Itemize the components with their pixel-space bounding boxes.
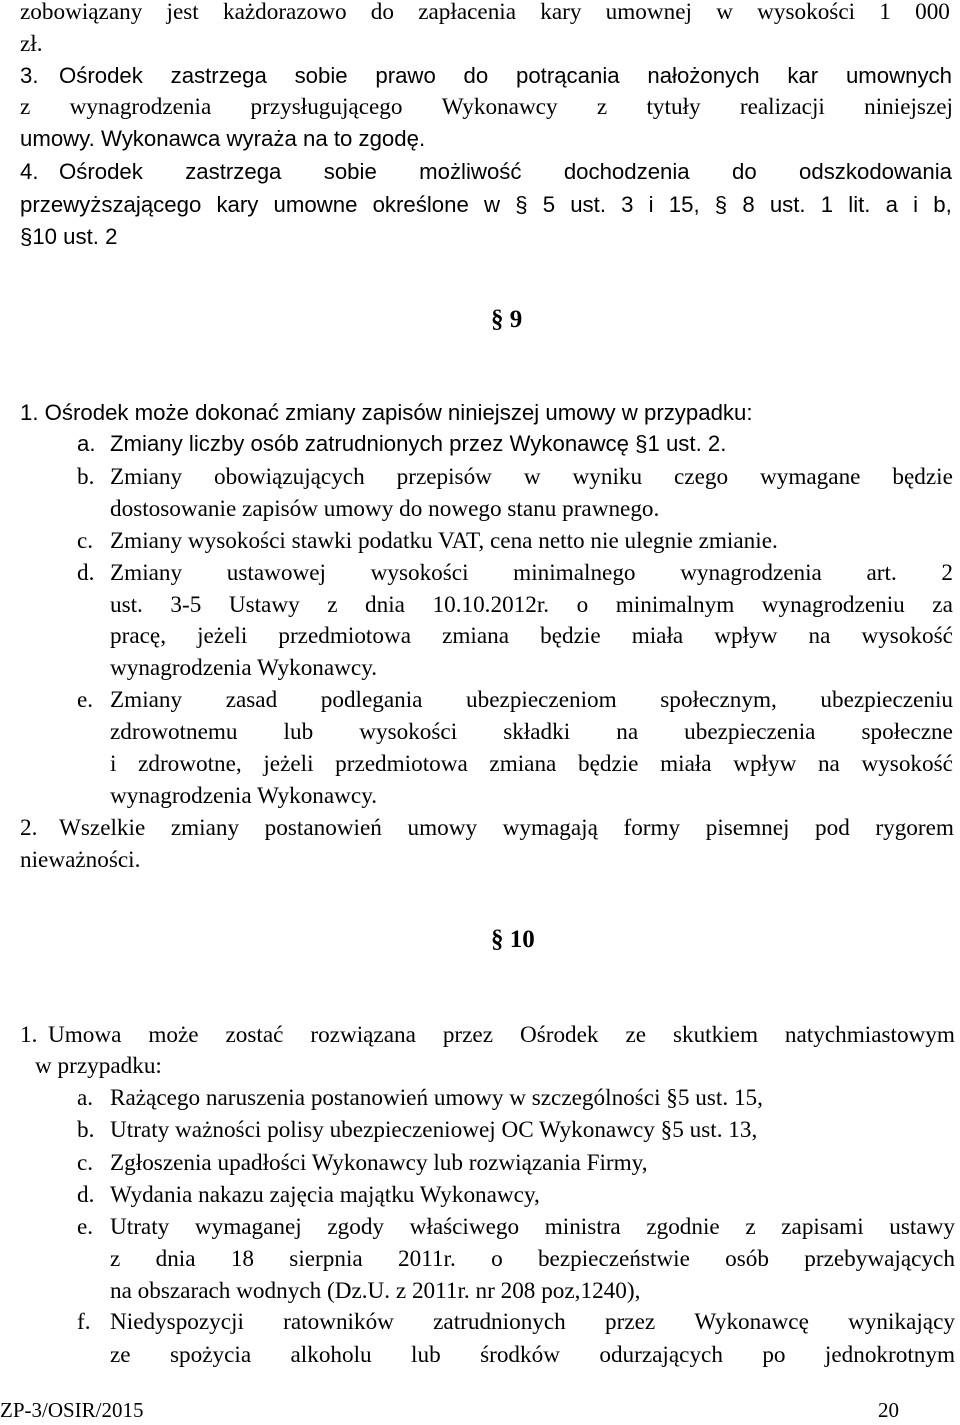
text-line: Utraty ważności polisy ubezpieczeniowej OC Wykonawcy §5 ust. 13, xyxy=(110,1117,758,1143)
word: Umowa xyxy=(48,1022,122,1048)
word: zostać xyxy=(225,1022,284,1048)
word: wysokość xyxy=(861,623,953,649)
word: alkoholu xyxy=(290,1342,372,1368)
word: 1 xyxy=(820,192,834,217)
word: na xyxy=(616,719,639,745)
word: Wykonawcy xyxy=(441,94,558,120)
word: zdrowotnemu xyxy=(110,719,238,745)
word: może xyxy=(148,1022,199,1048)
word: do xyxy=(370,0,394,25)
word: wyniku xyxy=(572,464,643,490)
word: 1 xyxy=(879,0,891,25)
word: pod xyxy=(815,815,850,841)
list-number: 3. xyxy=(20,63,39,88)
word: Ośrodek xyxy=(59,63,143,88)
word: w xyxy=(523,464,541,490)
word: podlegania xyxy=(320,687,423,713)
word: przepisów xyxy=(396,464,492,490)
word: sobie xyxy=(323,159,377,184)
word: odurzających xyxy=(599,1342,723,1368)
text-line xyxy=(110,1212,955,1242)
list-number: 2. xyxy=(20,815,38,841)
word: zmiana xyxy=(442,623,510,649)
word: formy xyxy=(623,815,681,841)
word: pisemnej xyxy=(705,815,790,841)
word: prawo xyxy=(375,63,436,88)
word: wpływ xyxy=(714,623,778,649)
text-line xyxy=(110,621,953,651)
word: realizacji xyxy=(739,94,825,120)
list-letter: b. xyxy=(77,1117,95,1143)
text-line xyxy=(20,0,950,27)
text-line xyxy=(110,558,953,588)
list-letter: f. xyxy=(77,1309,91,1335)
word: 000 xyxy=(915,0,950,25)
word: przedmiotowa xyxy=(335,751,468,777)
word: ustawowej xyxy=(226,560,326,586)
word: osób xyxy=(725,1246,769,1272)
text-line: §10 ust. 2 xyxy=(20,224,118,249)
word: postanowień xyxy=(264,815,382,841)
list-letter: a. xyxy=(77,1085,94,1111)
word: § xyxy=(515,192,528,217)
text-line xyxy=(20,190,952,220)
section-heading: § 10 xyxy=(491,926,535,953)
list-letter: b. xyxy=(77,464,95,490)
list-letter: e. xyxy=(77,687,94,713)
word: tytuły xyxy=(646,94,701,120)
word: zapłacenia xyxy=(418,0,517,25)
word: skutkiem xyxy=(672,1022,758,1048)
word: będzie xyxy=(577,751,639,777)
word: wysokości xyxy=(359,719,458,745)
word: Utraty xyxy=(110,1214,170,1240)
word: jest xyxy=(166,0,199,25)
word: zgody xyxy=(327,1214,385,1240)
word: o xyxy=(576,592,589,618)
word: zastrzega xyxy=(170,63,267,88)
word: 3-5 xyxy=(170,592,202,618)
word: Ustawy xyxy=(228,592,300,618)
word: każdorazowo xyxy=(222,0,347,25)
word: Zmiany xyxy=(110,560,183,586)
text-line: 1. Ośrodek może dokonać zmiany zapisów niniejszej umowy w przypadku: xyxy=(20,400,753,425)
word: ust. xyxy=(769,192,806,217)
word: miała xyxy=(660,751,712,777)
word: Ośrodek xyxy=(519,1022,599,1048)
word: minimalnym xyxy=(615,592,735,618)
word: wymagają xyxy=(502,815,598,841)
word: z xyxy=(20,94,31,120)
word: lub xyxy=(283,719,314,745)
word: rygorem xyxy=(875,815,954,841)
text-line xyxy=(110,1340,955,1370)
text-line xyxy=(110,1244,955,1274)
footer-page-number: 20 xyxy=(878,1398,899,1422)
section-heading: § 9 xyxy=(491,306,523,333)
word: 2 xyxy=(941,560,953,586)
word: do xyxy=(732,159,757,184)
text-line: Rażącego naruszenia postanowień umowy w szczególności §5 ust. 15, xyxy=(110,1085,763,1111)
word: zgodnie xyxy=(646,1214,720,1240)
word: wpływ xyxy=(733,751,797,777)
word: 8 xyxy=(742,192,755,217)
text-line xyxy=(110,717,953,747)
list-letter: c. xyxy=(77,528,94,554)
word: możliwość xyxy=(419,159,522,184)
word: jeżeli xyxy=(197,623,248,649)
text-line: Wydania nakazu zajęcia majątku Wykonawcy, xyxy=(110,1182,540,1208)
word: bezpieczeństwie xyxy=(537,1246,690,1272)
text-line xyxy=(20,92,953,122)
text-line xyxy=(48,1020,955,1050)
word: dochodzenia xyxy=(563,159,690,184)
text-line: na obszarach wodnych (Dz.U. z 2011r. nr 208 poz,1240), xyxy=(110,1278,641,1304)
word: Zmiany xyxy=(110,687,183,713)
word: Wykonawcę xyxy=(694,1309,809,1335)
word: z xyxy=(745,1214,756,1240)
word: Ośrodek xyxy=(59,159,143,184)
text-line xyxy=(110,685,953,715)
text-line: nieważności. xyxy=(20,847,141,873)
word: zapisami xyxy=(781,1214,864,1240)
word: przewyższającego xyxy=(20,192,202,217)
list-letter: d. xyxy=(77,560,95,586)
word: środków xyxy=(480,1342,560,1368)
word: lub xyxy=(411,1342,441,1368)
word: z xyxy=(327,592,338,618)
word: b, xyxy=(933,192,952,217)
footer-document-code: ZP-3/OSIR/2015 xyxy=(0,1398,144,1422)
text-line: w przypadku: xyxy=(35,1053,162,1079)
word: składki xyxy=(503,719,571,745)
word: czego xyxy=(674,464,729,490)
word: Niedyspozycji xyxy=(110,1309,244,1335)
word: przez xyxy=(442,1022,494,1048)
word: wynagrodzenia xyxy=(680,560,822,586)
word: potrącania xyxy=(515,63,620,88)
word: ust. xyxy=(110,592,143,618)
word: minimalnego xyxy=(513,560,636,586)
text-line: Zmiany wysokości stawki podatku VAT, cena netto nie ulegnie zmianie. xyxy=(110,528,778,554)
word: i xyxy=(110,751,117,777)
text-line: wynagrodzenia Wykonawcy. xyxy=(110,783,378,809)
word: wymaganej xyxy=(194,1214,302,1240)
word: społeczne xyxy=(861,719,953,745)
word: wymagane xyxy=(760,464,861,490)
word: po xyxy=(762,1342,786,1368)
word: z xyxy=(110,1246,121,1272)
word: zmiana xyxy=(489,751,557,777)
word: w xyxy=(483,192,501,217)
word: jednokrotnym xyxy=(824,1342,955,1368)
word: ze xyxy=(110,1342,131,1368)
word: miała xyxy=(631,623,684,649)
text-line: Zgłoszenia upadłości Wykonawcy lub rozwiązania Firmy, xyxy=(110,1150,648,1176)
word: umowy xyxy=(407,815,478,841)
word: niniejszej xyxy=(864,94,953,120)
word: ubezpieczeniom xyxy=(466,687,617,713)
word: do xyxy=(463,63,489,88)
word: w xyxy=(716,0,733,25)
word: na xyxy=(808,623,831,649)
word: ubezpieczenia xyxy=(684,719,816,745)
word: jeżeli xyxy=(263,751,314,777)
text-line: dostosowanie zapisów umowy do nowego stanu prawnego. xyxy=(110,496,660,522)
word: dnia xyxy=(365,592,405,618)
word: art. xyxy=(866,560,897,586)
text-line xyxy=(110,462,953,492)
word: określone xyxy=(372,192,469,217)
word: umowne xyxy=(273,192,358,217)
word: kar xyxy=(787,63,819,88)
word: umownych xyxy=(845,63,952,88)
word: ust. xyxy=(570,192,606,217)
word: ustawy xyxy=(889,1214,955,1240)
list-letter: d. xyxy=(77,1182,95,1208)
list-letter: c. xyxy=(77,1150,94,1176)
word: 10.10.2012r. xyxy=(432,592,550,618)
word: § xyxy=(714,192,728,217)
text-line xyxy=(59,157,952,187)
word: i xyxy=(913,192,919,217)
word: zastrzega xyxy=(185,159,282,184)
word: rozwiązana xyxy=(310,1022,416,1048)
word: sierpnia xyxy=(289,1246,363,1272)
text-line xyxy=(59,813,954,843)
word: dnia xyxy=(155,1246,196,1272)
word: a xyxy=(885,192,898,217)
word: kary xyxy=(216,192,259,217)
word: zobowiązany xyxy=(20,0,143,25)
word: zmiany xyxy=(170,815,240,841)
word: za xyxy=(932,592,953,618)
word: zatrudnionych xyxy=(433,1309,566,1335)
word: umownej xyxy=(605,0,692,25)
text-line xyxy=(59,61,952,91)
word: Wszelkie xyxy=(59,815,146,841)
word: społecznym, xyxy=(660,687,777,713)
list-letter: a. xyxy=(77,431,96,456)
word: ze xyxy=(625,1022,647,1048)
word: Zmiany xyxy=(110,464,183,490)
word: wysokość xyxy=(861,751,953,777)
word: będzie xyxy=(540,623,601,649)
word: będzie xyxy=(892,464,953,490)
word: ministra xyxy=(544,1214,621,1240)
word: wynagrodzeniu xyxy=(761,592,905,618)
list-number: 4. xyxy=(20,159,39,184)
word: przysługującego xyxy=(250,94,403,120)
word: lit. xyxy=(848,192,871,217)
word: wysokości xyxy=(370,560,469,586)
word: z xyxy=(596,94,608,120)
text-line: zł. xyxy=(20,31,43,57)
word: pracę, xyxy=(110,623,166,649)
text-line: wynagrodzenia Wykonawcy. xyxy=(110,655,378,681)
word: ubezpieczeniu xyxy=(820,687,953,713)
text-line: umowy. Wykonawca wyraża na to zgodę. xyxy=(20,126,426,151)
word: 18 xyxy=(230,1246,254,1272)
word: przez xyxy=(604,1309,656,1335)
word: ratowników xyxy=(283,1309,394,1335)
word: 2011r. xyxy=(398,1246,456,1272)
word: zdrowotne, xyxy=(138,751,242,777)
word: 5 xyxy=(542,192,556,217)
word: przebywających xyxy=(804,1246,955,1272)
word: na xyxy=(817,751,840,777)
text-line xyxy=(110,590,953,620)
word: o xyxy=(491,1246,503,1272)
word: spożycia xyxy=(169,1342,252,1368)
word: odszkodowania xyxy=(799,159,952,184)
list-letter: e. xyxy=(77,1214,94,1240)
word: 15, xyxy=(668,192,700,217)
word: natychmiastowym xyxy=(784,1022,955,1048)
word: nałożonych xyxy=(647,63,760,88)
word: zasad xyxy=(225,687,278,713)
text-line xyxy=(110,1307,955,1337)
word: obowiązujących xyxy=(214,464,365,490)
word: sobie xyxy=(294,63,348,88)
word: przedmiotowa xyxy=(278,623,411,649)
text-line: Zmiany liczby osób zatrudnionych przez Wykonawcę §1 ust. 2. xyxy=(110,431,727,456)
word: i xyxy=(648,192,654,217)
word: kary xyxy=(540,0,582,25)
word: wynagrodzenia xyxy=(69,94,212,120)
word: wysokości xyxy=(757,0,856,25)
word: wynikający xyxy=(848,1309,955,1335)
word: właściwego xyxy=(409,1214,520,1240)
list-number: 1. xyxy=(20,1022,38,1048)
text-line xyxy=(110,749,953,779)
word: 3 xyxy=(621,192,634,217)
